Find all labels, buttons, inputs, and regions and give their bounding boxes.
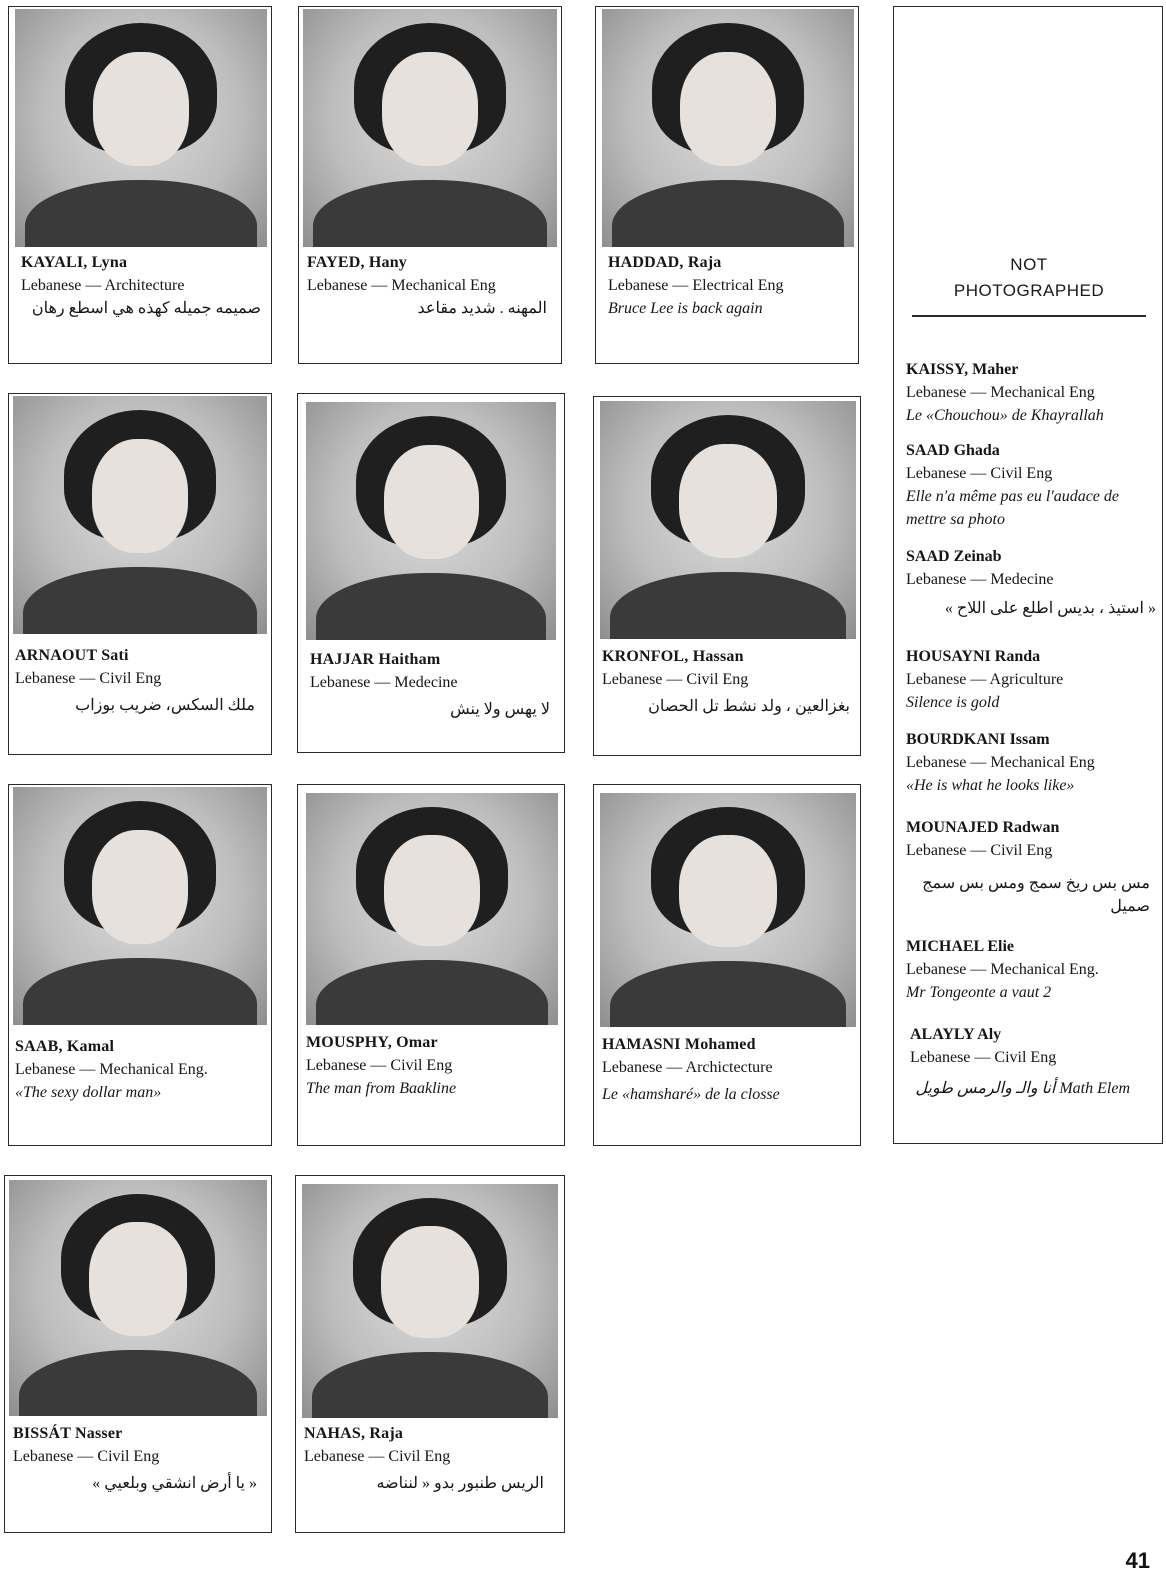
not-photographed-heading: NOT PHOTOGRAPHED [953,255,1105,300]
student-quote: لا يهس ولا ينش [450,701,550,718]
portrait-photo [13,787,267,1025]
np-entry-housayni: HOUSAYNI Randa Lebanese — Agriculture Silence is gold [906,648,1064,711]
student-card-fayed [298,6,562,364]
student-card-arnaout [8,393,272,755]
portrait-photo [303,9,557,247]
student-card-saab [8,784,272,1146]
student-name: KAYALI, Lyna [21,254,128,271]
student-quote: ملك السكس، ضريب بوزاب [75,697,255,714]
student-quote: Le «hamsharé» de la closse [602,1086,780,1103]
np-entry-saad-zeinab: SAAD Zeinab Lebanese — Medecine « استيذ ، بديس اطلع على اللاح » [906,548,1156,617]
student-name: BISSÁT Nasser [13,1425,123,1442]
student-info: Lebanese — Civil Eng [13,1448,160,1465]
np-entry-mounajed: MOUNAJED Radwan Lebanese — Civil Eng مس بس ريخ سمج ومس بس سمج صميل [906,819,1150,915]
portrait-photo [13,396,267,634]
student-info: Lebanese — Medecine [310,674,458,691]
heading-divider [912,315,1146,317]
student-info: Lebanese — Mechanical Eng [307,277,496,294]
student-card-hajjar [297,393,565,753]
student-info: Lebanese — Architecture [21,277,185,294]
np-entry-saad-ghada: SAAD Ghada Lebanese — Civil Eng Elle n'a même pas eu l'audace de mettre sa photo [906,442,1119,528]
student-info: Lebanese — Electrical Eng [608,277,784,294]
portrait-photo [306,402,556,640]
student-quote: صميمه جميله كهذه هي اسطع رهان [31,300,261,317]
student-card-bissat [4,1175,272,1533]
student-name: SAAB, Kamal [15,1038,115,1055]
portrait-photo [9,1180,267,1416]
portrait-photo [600,793,856,1027]
student-card-kronfol [593,396,861,756]
student-info: Lebanese — Civil Eng [304,1448,451,1465]
student-quote: الريس طنبور بدو « لنناضه [376,1475,544,1492]
student-card-kayali [8,6,272,364]
portrait-photo [306,793,558,1025]
student-quote: « يا أرض انشقي وبلعيي » [92,1475,257,1492]
portrait-photo [302,1184,558,1418]
student-quote: «The sexy dollar man» [15,1084,162,1101]
student-quote: المهنه . شديد مقاعد [417,300,547,317]
portrait-photo [600,401,856,639]
np-entry-bourdkani: BOURDKANI Issam Lebanese — Mechanical Eng «He is what he looks like» [906,731,1095,794]
student-info: Lebanese — Mechanical Eng. [15,1061,208,1078]
student-card-nahas [295,1175,565,1533]
student-info: Lebanese — Civil Eng [15,670,162,687]
not-photographed-panel [893,6,1163,1144]
student-card-hamasni [593,784,861,1146]
student-name: FAYED, Hany [307,254,407,271]
student-name: MOUSPHY, Omar [306,1034,438,1051]
np-entry-michael: MICHAEL Elie Lebanese — Mechanical Eng. Mr Tongeonte a vaut 2 [906,938,1099,1001]
student-quote: The man from Baakline [306,1080,457,1097]
student-card-mousphy [297,784,565,1146]
student-name: KRONFOL, Hassan [602,648,744,665]
portrait-photo [602,9,854,247]
student-info: Lebanese — Civil Eng [602,671,749,688]
student-name: HAMASNI Mohamed [602,1036,756,1053]
portrait-photo [15,9,267,247]
student-name: ARNAOUT Sati [15,647,129,664]
student-quote: بغزالعين ، ولد نشط تل الحصان [648,698,850,715]
student-info: Lebanese — Civil Eng [306,1057,453,1074]
student-name: HADDAD, Raja [608,254,722,271]
np-entry-alayly: ALAYLY Aly Lebanese — Civil Eng Math Elem أنا والـ والرمس طويل [910,1026,1130,1097]
page-number: 41 [1125,1548,1150,1573]
student-info: Lebanese — Archictecture [602,1059,773,1076]
student-card-haddad [595,6,859,364]
student-name: NAHAS, Raja [304,1425,404,1442]
student-name: HAJJAR Haitham [310,651,441,668]
student-quote: Bruce Lee is back again [608,300,763,317]
np-entry-kaissy: KAISSY, Maher Lebanese — Mechanical Eng Le «Chouchou» de Khayrallah [906,361,1104,424]
